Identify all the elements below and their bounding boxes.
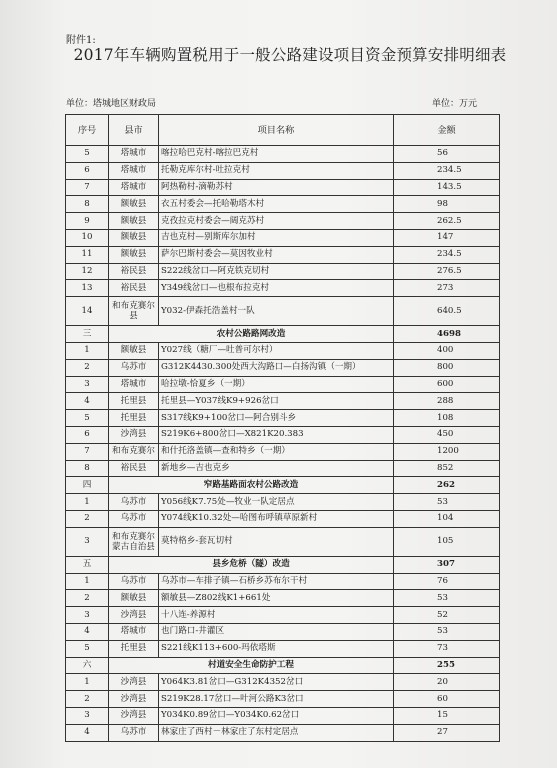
row-number: 8 [66,460,109,477]
section-row [66,556,500,573]
row-amount: 640.5 [394,297,500,326]
header-county: 县市 [109,115,159,146]
row-project-name: Y034K0.89岔口—Y034K0.62岔口 [159,707,394,724]
row-number: 4 [66,623,109,640]
row-number: 2 [66,590,109,607]
row-project-name: 莫特格乡-套瓦切村 [159,527,394,556]
row-project-name: Y349线岔口—也根布拉克村 [159,280,394,297]
table-row [66,263,500,280]
row-county: 乌苏市 [109,359,159,376]
row-amount: 76 [394,573,500,590]
table-row [66,494,500,511]
table-row [66,623,500,640]
row-county: 托里县 [109,393,159,410]
row-number: 7 [66,179,109,196]
row-amount: 143.5 [394,179,500,196]
table-row [66,229,500,246]
section-row [66,657,500,674]
table-row [66,573,500,590]
row-project-name: 吉也克村—别斯库尔加村 [159,229,394,246]
section-number: 三 [66,326,109,343]
row-number: 14 [66,297,109,326]
attachment-label: 附件1: [66,35,96,46]
row-project-name: Y032-伊森托浩盖村一队 [159,297,394,326]
row-number: 10 [66,229,109,246]
row-amount: 276.5 [394,263,500,280]
row-number: 3 [66,376,109,393]
section-title: 村道安全生命防护工程 [109,657,394,674]
row-county: 塔城市 [109,162,159,179]
row-county: 额敏县 [109,196,159,213]
row-county: 乌苏市 [109,724,159,741]
row-county: 托里县 [109,410,159,427]
table-row [66,691,500,708]
table-row [66,297,500,326]
section-title: 县乡危桥（隧）改造 [109,556,394,573]
table-row [66,590,500,607]
row-county: 沙湾县 [109,426,159,443]
row-county: 额敏县 [109,213,159,230]
row-project-name: 阿热勒村-滴勒苏村 [159,179,394,196]
row-amount: 27 [394,724,500,741]
table-body [66,146,500,742]
row-county: 沙湾县 [109,607,159,624]
section-amount: 255 [394,657,500,674]
row-project-name: S222线岔口—阿克铁克切村 [159,263,394,280]
row-county: 乌苏市 [109,494,159,511]
row-amount: 288 [394,393,500,410]
table-row [66,146,500,163]
row-county: 塔城市 [109,146,159,163]
section-row [66,477,500,494]
row-project-name: 托勒克库尔村-吐拉克村 [159,162,394,179]
row-county: 沙湾县 [109,691,159,708]
section-number: 六 [66,657,109,674]
row-number: 7 [66,443,109,460]
row-project-name: 额敏县—Z802线K1+661处 [159,590,394,607]
row-county: 塔城市 [109,179,159,196]
row-amount: 53 [394,494,500,511]
table-row [66,280,500,297]
section-amount: 262 [394,477,500,494]
row-county: 塔城市 [109,376,159,393]
row-project-name: 喀拉哈巴克村-喀拉巴克村 [159,146,394,163]
row-number: 2 [66,691,109,708]
row-project-name: S219K28.17岔口—叶河公路K3岔口 [159,691,394,708]
header-project-name: 项目名称 [159,115,394,146]
row-county: 额敏县 [109,590,159,607]
document-title: 2017年车辆购置税用于一般公路建设项目资金预算安排明细表 [73,46,507,64]
table-row [66,342,500,359]
row-number: 2 [66,359,109,376]
table-row [66,213,500,230]
row-number: 1 [66,494,109,511]
section-amount: 307 [394,556,500,573]
row-project-name: 衣五村委会—托哈勒塔木村 [159,196,394,213]
row-amount: 1200 [394,443,500,460]
table-row [66,393,500,410]
row-project-name: G312K4430.300处西大沟路口—白扬沟镇（一期） [159,359,394,376]
row-county: 托里县 [109,640,159,657]
row-amount: 20 [394,674,500,691]
section-title: 窄路基路面农村公路改造 [109,477,394,494]
row-amount: 800 [394,359,500,376]
table-row [66,359,500,376]
row-amount: 56 [394,146,500,163]
row-project-name: 十八连-养源村 [159,607,394,624]
row-number: 5 [66,410,109,427]
row-county: 塔城市 [109,623,159,640]
row-number: 8 [66,196,109,213]
row-amount: 852 [394,460,500,477]
header-no: 序号 [66,115,109,146]
row-project-name: Y064K3.81岔口—G312K4352岔口 [159,674,394,691]
table-row [66,707,500,724]
row-project-name: 托里县—Y037线K9+926岔口 [159,393,394,410]
row-amount: 400 [394,342,500,359]
row-project-name: 林家庄了西村－林家庄了东村定居点 [159,724,394,741]
table-row [66,246,500,263]
row-number: 2 [66,510,109,527]
row-county: 裕民县 [109,263,159,280]
table-row [66,179,500,196]
row-county: 额敏县 [109,246,159,263]
row-number: 4 [66,393,109,410]
row-county: 和布克赛尔蒙古自治县 [109,527,159,556]
row-amount: 262.5 [394,213,500,230]
row-number: 13 [66,280,109,297]
row-county: 和布克赛尔县 [109,297,159,326]
row-amount: 73 [394,640,500,657]
row-amount: 600 [394,376,500,393]
row-county: 乌苏市 [109,573,159,590]
row-number: 5 [66,146,109,163]
row-amount: 60 [394,691,500,708]
section-number: 五 [66,556,109,573]
row-county: 裕民县 [109,280,159,297]
row-county: 裕民县 [109,460,159,477]
table-header-row [66,115,500,146]
section-number: 四 [66,477,109,494]
row-project-name: Y056线K7.75处—牧业一队定居点 [159,494,394,511]
row-amount: 104 [394,510,500,527]
row-project-name: Y074线K10.32处—哈图布呼镇草原新村 [159,510,394,527]
row-county: 额敏县 [109,342,159,359]
row-amount: 234.5 [394,246,500,263]
row-project-name: 萨尔巴斯村委会—莫因牧业村 [159,246,394,263]
row-amount: 53 [394,590,500,607]
table-row [66,376,500,393]
row-project-name: S219K6+800岔口—X821K20.383 [159,426,394,443]
row-amount: 52 [394,607,500,624]
row-number: 9 [66,213,109,230]
row-number: 5 [66,640,109,657]
row-amount: 15 [394,707,500,724]
table-row [66,196,500,213]
header-amount: 金额 [394,115,500,146]
row-project-name: 新地乡—吉也克乡 [159,460,394,477]
row-project-name: 克孜拉克村委会—阔克苏村 [159,213,394,230]
row-number: 1 [66,674,109,691]
row-number: 3 [66,527,109,556]
row-number: 1 [66,342,109,359]
row-amount: 108 [394,410,500,427]
issuing-unit: 单位：塔城地区财政局 [66,99,157,109]
table-row [66,510,500,527]
row-county: 乌苏市 [109,510,159,527]
row-project-name: 和什托洛盖镇—查和特乡（一期） [159,443,394,460]
table-row [66,640,500,657]
table-row [66,410,500,427]
table-row [66,426,500,443]
row-project-name: 也门路口-井灌区 [159,623,394,640]
table-row [66,162,500,179]
row-amount: 147 [394,229,500,246]
amount-unit: 单位：万元 [432,99,478,109]
table-row [66,460,500,477]
table-row [66,724,500,741]
row-amount: 105 [394,527,500,556]
row-county: 沙湾县 [109,674,159,691]
row-amount: 53 [394,623,500,640]
row-project-name: 哈拉墩-恰夏乡（一期） [159,376,394,393]
row-amount: 450 [394,426,500,443]
row-county: 额敏县 [109,229,159,246]
row-number: 3 [66,607,109,624]
budget-table [65,114,500,742]
row-project-name: Y027线（糖厂—吐普可尔村） [159,342,394,359]
row-project-name: S317线K9+100岔口—阿合别斗乡 [159,410,394,427]
row-number: 6 [66,426,109,443]
row-number: 6 [66,162,109,179]
row-number: 11 [66,246,109,263]
section-row [66,326,500,343]
row-project-name: 乌苏市—车排子镇—石桥乡苏布尔干村 [159,573,394,590]
row-project-name: S221线K113+600-玛依塔斯 [159,640,394,657]
row-number: 3 [66,707,109,724]
section-title: 农村公路路网改造 [109,326,394,343]
section-amount: 4698 [394,326,500,343]
table-row [66,527,500,556]
table-row [66,674,500,691]
row-number: 4 [66,724,109,741]
row-number: 12 [66,263,109,280]
row-amount: 234.5 [394,162,500,179]
row-amount: 98 [394,196,500,213]
row-number: 1 [66,573,109,590]
row-amount: 273 [394,280,500,297]
table-row [66,443,500,460]
row-county: 沙湾县 [109,707,159,724]
row-county: 和布克赛尔 [109,443,159,460]
table-row [66,607,500,624]
